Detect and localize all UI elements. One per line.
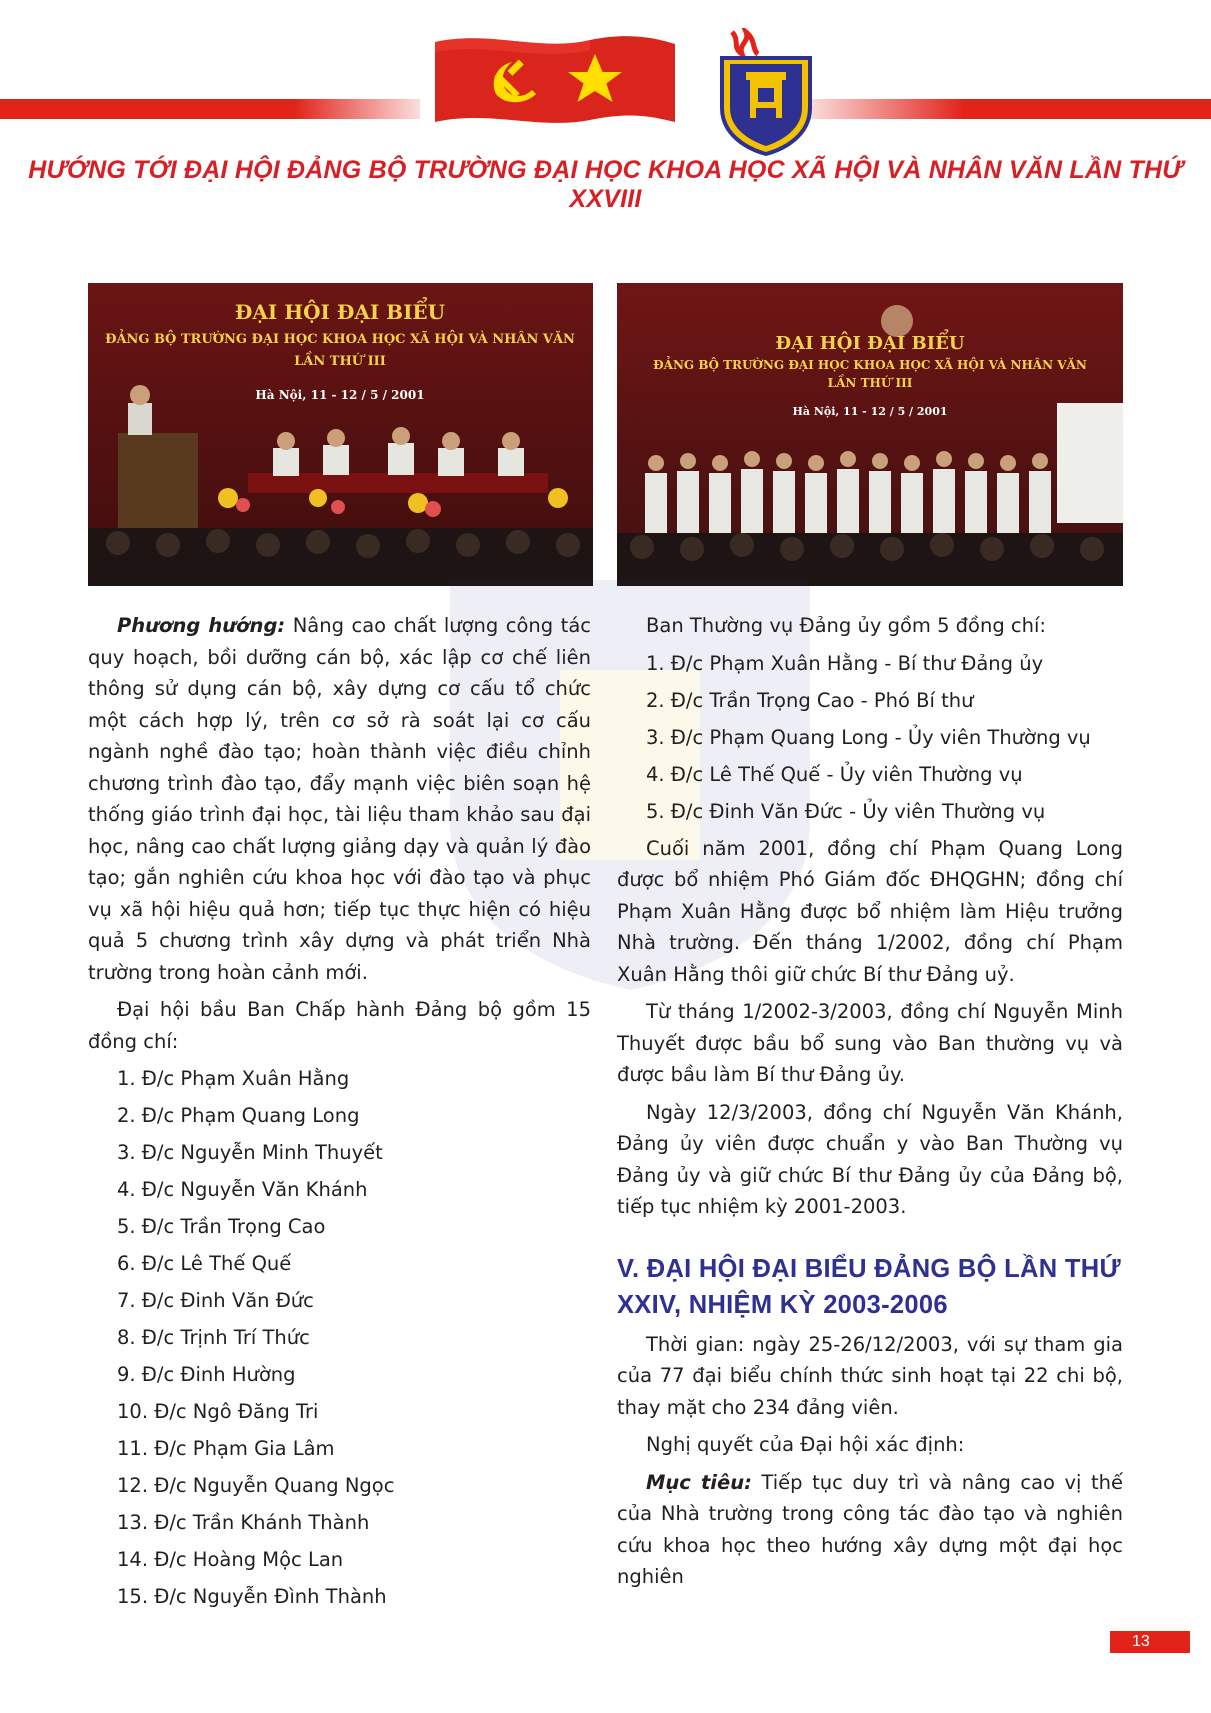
paragraph-end-2001: Cuối năm 2001, đồng chí Phạm Quang Long được bổ nhiệm Phó Giám đốc ĐHQGHN; đồng chí Phạm Xuân Hằng được bổ nhiệm làm Hiệu trưởng Nhà trường. Đến tháng 1/2002, đồng chí Phạm Xuân Hằng thôi giữ chức Bí thư Đảng uỷ. <box>617 836 1123 986</box>
list-item: 2. Đ/c Phạm Quang Long <box>117 1104 360 1127</box>
photo-left-banner-line3: LẦN THỨ III <box>294 354 386 369</box>
page-number: 13 <box>1110 1631 1190 1653</box>
header-title: HƯỚNG TỚI ĐẠI HỘI ĐẢNG BỘ TRƯỜNG ĐẠI HỌC KHOA HỌC XÃ HỘI VÀ NHÂN VĂN LẦN THỨ XXVIII <box>28 156 1183 213</box>
left-text-column <box>88 610 591 1618</box>
paragraph-time: Thời gian: ngày 25-26/12/2003, với sự tham gia của 77 đại biểu chính thức sinh hoạt tại 22 chi bộ, thay mặt cho 234 đảng viên. <box>617 1332 1123 1419</box>
list-item: 1. Đ/c Phạm Xuân Hằng - Bí thư Đảng ủy <box>646 651 1044 675</box>
photo-left-banner-line1: ĐẠI HỘI ĐẠI BIỂU <box>234 300 446 324</box>
list-item: 11. Đ/c Phạm Gia Lâm <box>117 1437 335 1460</box>
standing-committee-list <box>617 648 1123 827</box>
photo-right-banner-line2: ĐẢNG BỘ TRƯỜNG ĐẠI HỌC KHOA HỌC XÃ HỘI VÀ NHÂN VĂN <box>653 358 1087 372</box>
list-item: 10. Đ/c Ngô Đăng Tri <box>117 1400 319 1423</box>
list-item: 9. Đ/c Đinh Hường <box>117 1363 296 1386</box>
header-red-band-right <box>800 99 1211 119</box>
paragraph-2003: Ngày 12/3/2003, đồng chí Nguyễn Văn Khánh, Đảng ủy viên được chuẩn y vào Ban Thường vụ Đảng ủy và giữ chức Bí thư Đảng ủy của Đảng bộ, tiếp tục nhiệm kỳ 2001-2003. <box>617 1100 1123 1218</box>
orientation-label: Phương hướng: <box>117 614 286 637</box>
list-item: 7. Đ/c Đinh Văn Đức <box>117 1289 314 1312</box>
congress-photo-committee <box>617 283 1123 586</box>
list-item: 3. Đ/c Nguyễn Minh Thuyết <box>117 1141 383 1164</box>
list-item: 5. Đ/c Đinh Văn Đức - Ủy viên Thường vụ <box>646 799 1046 823</box>
list-item: 5. Đ/c Trần Trọng Cao <box>117 1215 326 1238</box>
goal-paragraph <box>617 1467 1123 1593</box>
photo-right-banner-date: Hà Nội, 11 - 12 / 5 / 2001 <box>792 405 948 418</box>
list-item: 15. Đ/c Nguyễn Đình Thành <box>117 1585 387 1608</box>
committee-member-list <box>88 1063 591 1612</box>
list-item: 6. Đ/c Lê Thế Quế <box>117 1252 292 1275</box>
orientation-paragraph <box>88 610 591 988</box>
goal-text: Tiếp tục duy trì và nâng cao vị thế của Nhà trường trong công tác đào tạo và nghiên cứu khoa học theo hướng xây dựng một đại học nghiên <box>617 1470 1123 1588</box>
photo-left-banner-date: Hà Nội, 11 - 12 / 5 / 2001 <box>255 388 425 402</box>
list-item: 14. Đ/c Hoàng Mộc Lan <box>117 1548 344 1571</box>
list-item: 3. Đ/c Phạm Quang Long - Ủy viên Thường vụ <box>646 725 1091 749</box>
university-emblem-icon <box>712 28 820 156</box>
paragraph-2002: Từ tháng 1/2002-3/2003, đồng chí Nguyễn Minh Thuyết được bầu bổ sung vào Ban thường vụ và được bầu làm Bí thư Đảng ủy. <box>617 1000 1123 1086</box>
list-item: 4. Đ/c Nguyễn Văn Khánh <box>117 1178 368 1201</box>
photo-right-banner-line1: ĐẠI HỘI ĐẠI BIỂU <box>775 333 965 354</box>
congress-photo-speaker <box>88 283 593 586</box>
committee-intro: Đại hội bầu Ban Chấp hành Đảng bộ gồm 15 đồng chí: <box>88 998 591 1053</box>
standing-committee-intro: Ban Thường vụ Đảng ủy gồm 5 đồng chí: <box>646 614 1046 637</box>
list-item: 13. Đ/c Trần Khánh Thành <box>117 1511 370 1534</box>
list-item: 8. Đ/c Trịnh Trí Thức <box>117 1326 310 1349</box>
header-red-band-left <box>0 99 420 119</box>
photo-left-banner-line2: ĐẢNG BỘ TRƯỜNG ĐẠI HỌC KHOA HỌC XÃ HỘI VÀ NHÂN VĂN <box>105 332 575 347</box>
list-item: 12. Đ/c Nguyễn Quang Ngọc <box>117 1474 395 1497</box>
list-item: 4. Đ/c Lê Thế Quế - Ủy viên Thường vụ <box>646 762 1023 786</box>
paragraph-resolution: Nghị quyết của Đại hội xác định: <box>646 1433 965 1456</box>
list-item: 1. Đ/c Phạm Xuân Hằng <box>117 1067 350 1090</box>
right-text-column <box>617 610 1123 1599</box>
goal-label: Mục tiêu: <box>646 1470 752 1494</box>
party-flag-icon <box>430 30 680 145</box>
list-item: 2. Đ/c Trần Trọng Cao - Phó Bí thư <box>646 688 974 712</box>
orientation-text: Nâng cao chất lượng công tác quy hoạch, bồi dưỡng cán bộ, xác lập cơ chế liên thông sử dụng cán bộ, xây dựng cơ cấu tổ chức một cách hợp lý, trên cơ sở rà soát lại cơ cấu ngành nghề đào tạo; hoàn thành việc điều chỉnh chương trình đào tạo, đẩy mạnh việc biên soạn hệ thống giáo trình đại học, tài liệu tham khảo sau đại học, nâng cao chất lượng giảng dạy và quản lý đào tạo; gắn nghiên cứu khoa học với đào tạo và phục vụ xã hội hiệu quả hơn; tiếp tục thực hiện có hiệu quả 5 chương trình xây dựng và phát triển Nhà trường trong hoàn cảnh mới. <box>88 614 591 984</box>
photo-right-banner-line3: LẦN THỨ III <box>827 376 913 390</box>
section-heading-v: V. ĐẠI HỘI ĐẠI BIỂU ĐẢNG BỘ LẦN THỨ XXIV, NHIỆM KỲ 2003-2006 <box>617 1254 1121 1319</box>
